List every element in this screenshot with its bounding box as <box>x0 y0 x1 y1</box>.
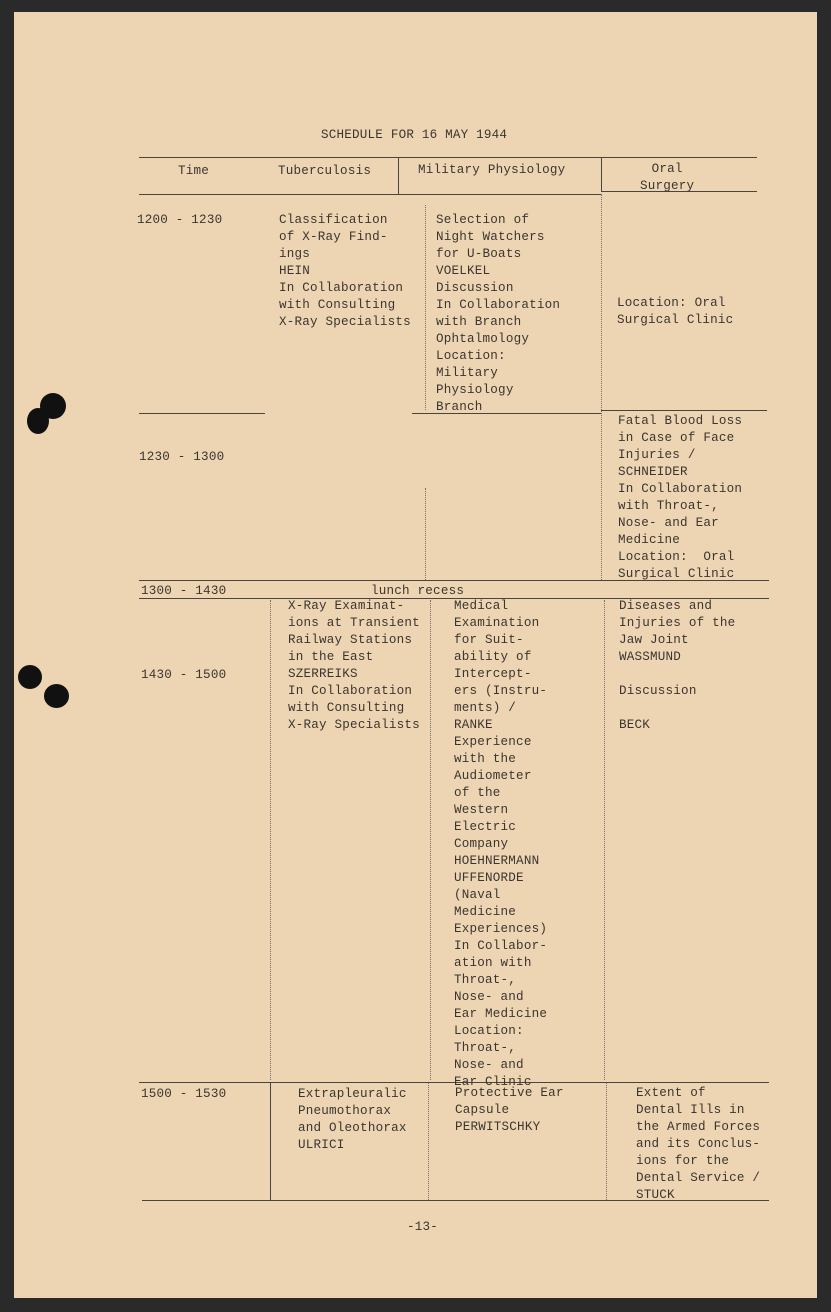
document-title: SCHEDULE FOR 16 MAY 1944 <box>321 128 508 142</box>
header-bottom-rule <box>139 194 601 195</box>
row1-military-physiology: Selection of Night Watchers for U-Boats VOELKEL Discussion In Collaboration with Branch Ophtalmology Location: Military Physiology Branch <box>436 213 561 414</box>
col-divider-mp-5 <box>428 1083 429 1200</box>
row2-oral-surgery: Fatal Blood Loss in Case of Face Injuries / SCHNEIDER In Collaboration with Throat-, Nose- and Ear Medicine Location: Oral Surgical Clinic <box>618 414 743 581</box>
row5-time: 1500 - 1530 <box>141 1087 227 1101</box>
row1-time: 1200 - 1230 <box>137 213 223 227</box>
col-divider-tub-5 <box>270 1083 271 1200</box>
row3-time: 1300 - 1430 <box>141 584 227 598</box>
header-top-rule <box>139 157 757 158</box>
col-divider-oral-5 <box>606 1083 607 1200</box>
row4-oral-surgery: Diseases and Injuries of the Jaw Joint WASSMUND Discussion BECK <box>619 599 736 732</box>
row5-oral-surgery: Extent of Dental Ills in the Armed Forces and its Conclus- ions for the Dental Service / STUCK <box>636 1086 761 1202</box>
row-rule-1-right <box>601 410 767 411</box>
header-divider-1 <box>398 157 399 194</box>
row2-time: 1230 - 1300 <box>139 450 225 464</box>
row4-time: 1430 - 1500 <box>141 668 227 682</box>
row3-lunch-recess: lunch recess <box>371 584 465 598</box>
row5-tuberculosis: Extrapleuralic Pneumothorax and Oleothorax ULRICI <box>298 1087 407 1152</box>
row4-military-physiology: Medical Examination for Suit- ability of Intercept- ers (Instru- ments) / RANKE Experience with the Audiometer of the Western Electric Company HOEHNERMANN UFFENORDE (Naval Medicine Experiences) In Collabor- ation with Throat-, Nose- and Ear Medicine Location: Throat-, Nose- and Ear Clinic <box>454 599 548 1089</box>
header-time: Time <box>178 164 210 178</box>
col-divider-mp-top <box>425 205 426 410</box>
col-divider-oral-4 <box>604 600 605 1080</box>
header-oral-surgery: Oral Surgery <box>640 162 695 193</box>
col-divider-mp-2 <box>425 488 426 580</box>
row1-tuberculosis: Classification of X-Ray Find- ings HEIN In Collaboration with Consulting X-Ray Specialists <box>279 213 411 329</box>
header-divider-2 <box>601 157 602 191</box>
page-number: -13- <box>407 1220 439 1234</box>
punch-hole-bottom <box>44 684 69 708</box>
col-divider-oral-top <box>601 194 602 580</box>
header-tuberculosis: Tuberculosis <box>278 164 372 178</box>
header-military-physiology: Military Physiology <box>418 163 566 177</box>
row-rule-1-left <box>139 413 265 414</box>
row4-tuberculosis: X-Ray Examinat- ions at Transient Railway Stations in the East SZERREIKS In Collaboration with Consulting X-Ray Specialists <box>288 599 420 732</box>
col-divider-mp-4 <box>430 600 431 1080</box>
row1-oral-surgery: Location: Oral Surgical Clinic <box>617 296 734 327</box>
punch-hole-middle <box>18 665 42 689</box>
col-divider-tub-4 <box>270 600 271 1080</box>
row5-military-physiology: Protective Ear Capsule PERWITSCHKY <box>455 1086 564 1134</box>
punch-hole-top-2 <box>40 393 66 419</box>
